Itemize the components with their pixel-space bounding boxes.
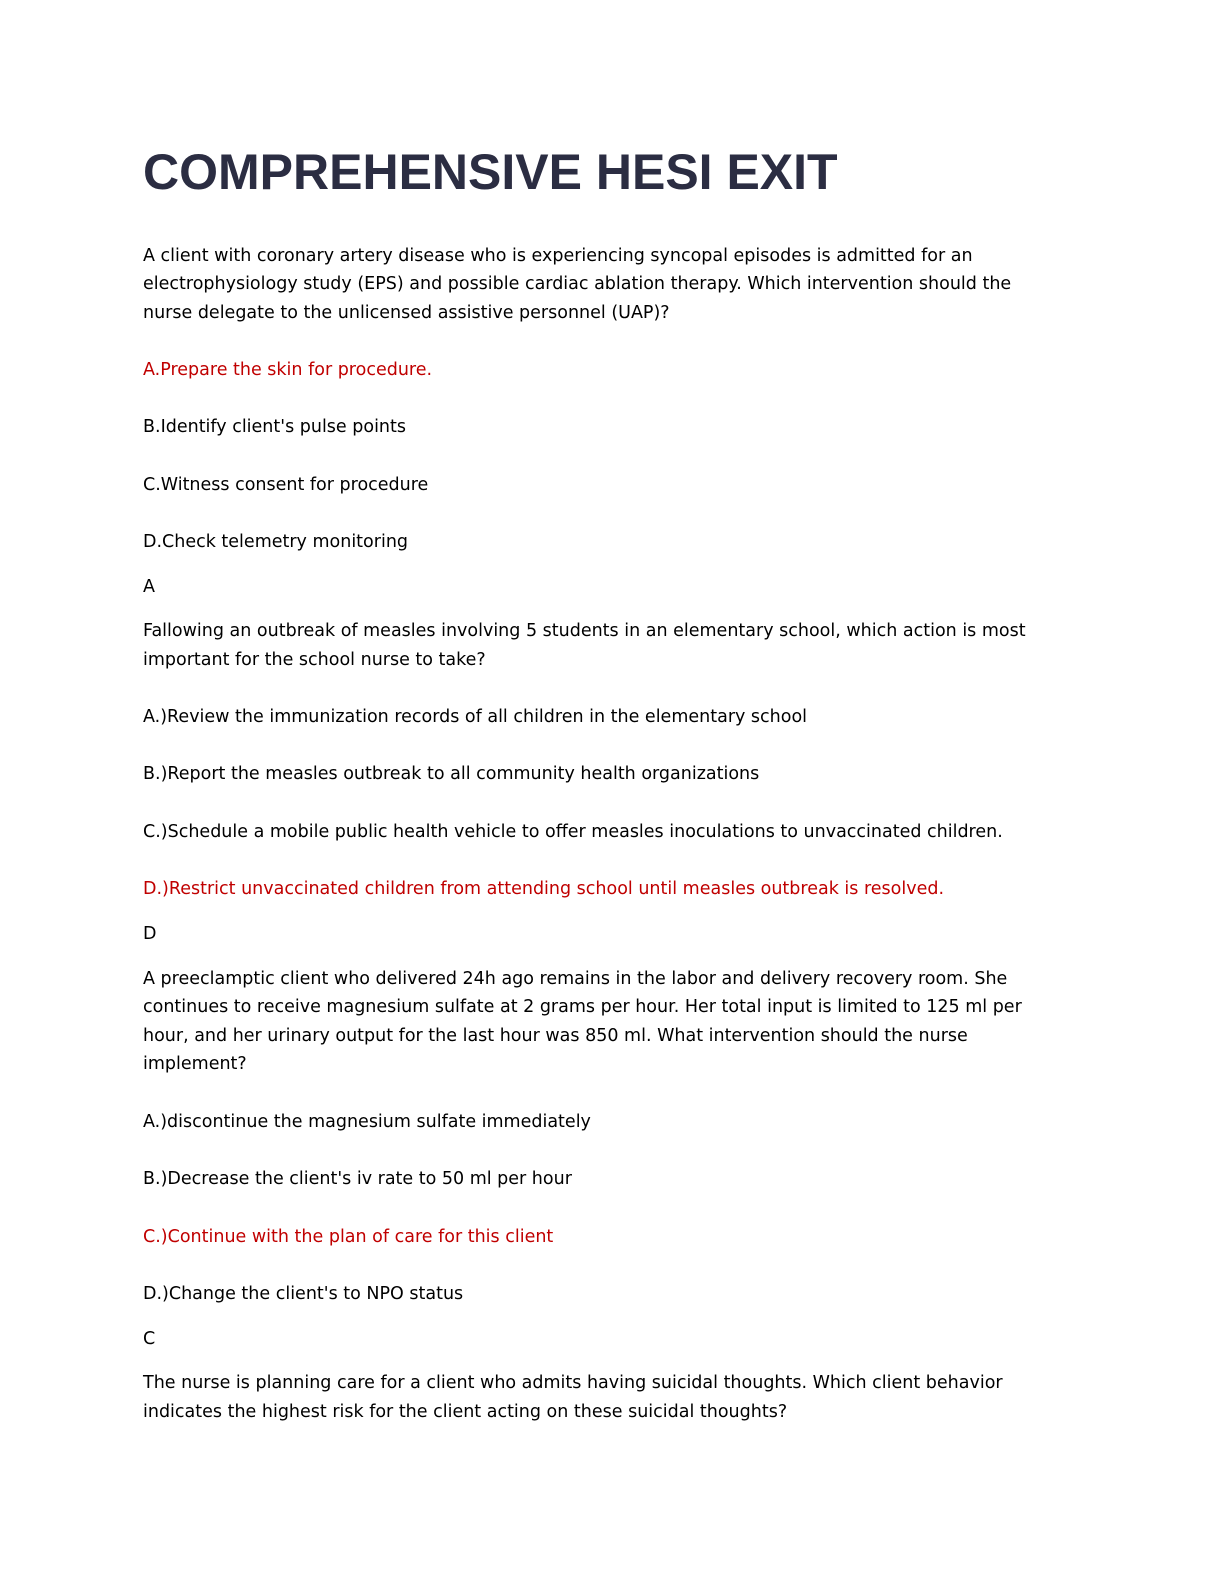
q1-answer: A xyxy=(143,577,155,597)
q3-option-c-correct: C.)Continue with the plan of care for this client xyxy=(143,1227,554,1247)
q3-option-a: A.)discontinue the magnesium sulfate immediately xyxy=(143,1112,591,1132)
document-title: COMPREHENSIVE HESI EXIT xyxy=(143,144,838,200)
q1-option-a-correct: A.Prepare the skin for procedure. xyxy=(143,360,433,380)
q1-option-c: C.Witness consent for procedure xyxy=(143,475,429,495)
q1-option-d: D.Check telemetry monitoring xyxy=(143,532,409,552)
q3-option-d: D.)Change the client's to NPO status xyxy=(143,1284,464,1304)
q3-stem-line-4: implement? xyxy=(143,1054,247,1074)
q1-stem-line-1: A client with coronary artery disease who is experiencing syncopal episodes is admitted for an xyxy=(143,246,973,266)
document-page xyxy=(143,0,1043,1584)
q2-answer: D xyxy=(143,924,157,944)
q3-option-b: B.)Decrease the client's iv rate to 50 ml per hour xyxy=(143,1169,572,1189)
q2-stem-line-1: Fallowing an outbreak of measles involving 5 students in an elementary school, which action is most xyxy=(143,621,1026,641)
q4-stem-line-1: The nurse is planning care for a client who admits having suicidal thoughts. Which client behavior xyxy=(143,1373,1003,1393)
q3-stem-line-3: hour, and her urinary output for the last hour was 850 ml. What intervention should the nurse xyxy=(143,1026,968,1046)
q1-stem-line-2: electrophysiology study (EPS) and possible cardiac ablation therapy. Which intervention should the xyxy=(143,274,1012,294)
q2-stem-line-2: important for the school nurse to take? xyxy=(143,650,486,670)
q2-option-d-correct: D.)Restrict unvaccinated children from attending school until measles outbreak is resolved. xyxy=(143,879,945,899)
q3-stem-line-2: continues to receive magnesium sulfate at 2 grams per hour. Her total input is limited to 125 ml per xyxy=(143,997,1022,1017)
q2-option-a: A.)Review the immunization records of all children in the elementary school xyxy=(143,707,808,727)
q1-option-b: B.Identify client's pulse points xyxy=(143,417,407,437)
q2-option-b: B.)Report the measles outbreak to all community health organizations xyxy=(143,764,760,784)
q1-stem-line-3: nurse delegate to the unlicensed assistive personnel (UAP)? xyxy=(143,303,670,323)
q3-answer: C xyxy=(143,1329,156,1349)
q2-option-c: C.)Schedule a mobile public health vehicle to offer measles inoculations to unvaccinated children. xyxy=(143,822,1003,842)
q3-stem-line-1: A preeclamptic client who delivered 24h ago remains in the labor and delivery recovery room. She xyxy=(143,969,1008,989)
q4-stem-line-2: indicates the highest risk for the client acting on these suicidal thoughts? xyxy=(143,1402,788,1422)
